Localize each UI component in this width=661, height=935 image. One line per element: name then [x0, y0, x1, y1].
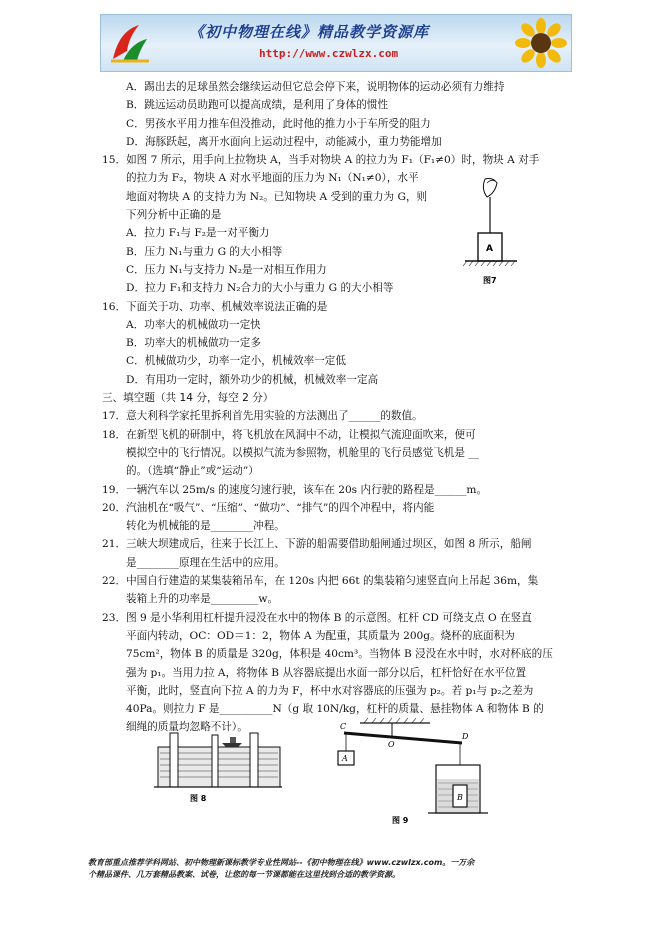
q15-option-a: A．拉力 F₁与 F₂是一对平衡力: [126, 227, 270, 240]
q23-line-5: 平衡，此时，竖直向下拉 A 的力为 F，杯中水对容器底的压强为 p₂。若 p₁与 p₂之差为: [126, 684, 534, 697]
q15-stem-4: 下列分析中正确的是: [126, 209, 222, 222]
q15-stem-2: 的拉力为 F₂，物块 A 对水平地面的压力为 N₁（N₁≠0），水平: [126, 172, 419, 185]
q15-stem-3: 地面对物块 A 的支持力为 N₂。已知物块 A 受到的重力为 G，则: [126, 190, 428, 203]
q19: 19．一辆汽车以 25m/s 的速度匀速行驶，该车在 20s 内行驶的路程是______m。: [102, 483, 488, 496]
figure-9-label-b: B: [457, 793, 463, 802]
figure-7-diagram: [455, 175, 525, 290]
figure-8-diagram: [150, 725, 285, 805]
q16-option-b: B．功率大的机械做功一定多: [126, 337, 261, 350]
footer-line-1: 教育部重点推荐学科网站、初中物理新课标教学专业性网站--《初中物理在线》www.czwlzx.com。一万余: [88, 858, 475, 867]
q14-option-c: C．男孩水平用力推车但没推动，此时他的推力小于车所受的阻力: [126, 117, 431, 130]
q18-line-2: 模拟空中的飞行情况。以模拟气流为参照物，机舱里的飞行员感觉飞机是 __: [126, 446, 479, 459]
q16-option-c: C．机械做功少，功率一定小，机械效率一定低: [126, 355, 346, 368]
q15-option-d: D．拉力 F₁和支持力 N₂合力的大小与重力 G 的大小相等: [126, 282, 394, 295]
q23-line-4: 强为 p₁。当用力拉 A，将物体 B 从容器底提出水面一部分以后，杠杆恰好在水平位置: [126, 666, 527, 679]
q16-option-a: A．功率大的机械做功一定快: [126, 318, 261, 331]
figure-9-label-a: A: [342, 754, 348, 763]
q16-stem: 16．下面关于功、功率、机械效率说法正确的是: [102, 300, 328, 313]
page-footer: [88, 857, 588, 881]
footer-line-2: 个精品课件、几万套精品教案、试卷，让您的每一节课都能在这里找到合适的教学资源。: [88, 870, 400, 879]
figure-9-label-c: C: [340, 722, 347, 731]
q18-line-1: 18．在新型飞机的研制中，将飞机放在风洞中不动，让模拟气流迎面吹来，便可: [102, 428, 476, 441]
section-fill-blank-heading: 三、填空题（共 14 分，每空 2 分）: [102, 392, 274, 405]
q20-line-1: 20．汽油机在“吸气”、“压缩”、“做功”、“排气”的四个冲程中，将内能: [102, 501, 435, 514]
q18-line-3: 的。（选填“静止”或“运动”）: [126, 465, 259, 478]
q23-line-7: 细绳的质量均忽略不计）。: [126, 721, 248, 734]
site-url[interactable]: http://www.czwlzx.com: [259, 47, 399, 60]
q14-option-a: A．踢出去的足球虽然会继续运动但它总会停下来，说明物体的运动必须有力维持: [126, 81, 505, 93]
figure-9-label-o: O: [388, 740, 395, 749]
q22-line-2: 装箱上升的功率是_________w。: [126, 593, 279, 606]
q23-line-6: 40Pa。则拉力 F 是__________N（g 取 10N/kg，杠杆的质量、悬挂物体 A 和物体 B 的: [126, 703, 544, 716]
q17: 17．意大利科学家托里拆利首先用实验的方法测出了______的数值。: [102, 410, 423, 423]
q15-stem-1: 15．如图 7 所示，用手向上拉物块 A，当手对物块 A 的拉力为 F₁（F₁≠0）时，物块 A 对手: [102, 154, 540, 167]
q21-line-2: 是________原理在生活中的应用。: [126, 556, 285, 569]
q15-option-c: C．压力 N₁与支持力 N₂是一对相互作用力: [126, 263, 327, 276]
q20-line-2: 转化为机械能的是________冲程。: [126, 520, 285, 533]
header-banner: [100, 14, 572, 72]
q14-option-d: D．海豚跃起，离开水面向上运动过程中，动能减小，重力势能增加: [126, 135, 442, 148]
figure-7-caption: 图7: [483, 276, 497, 285]
figure-9-caption: 图 9: [392, 816, 409, 825]
site-logo-icon: [109, 21, 151, 65]
figure-9-diagram: [320, 715, 500, 825]
figure-8-caption: 图 8: [190, 794, 207, 803]
sunflower-icon: [515, 18, 567, 68]
q15-option-b: B．压力 N₁与重力 G 的大小相等: [126, 245, 283, 258]
q21-line-1: 21．三峡大坝建成后，往来于长江上、下游的船需要借助船闸通过坝区，如图 8 所示，船闸: [102, 538, 532, 551]
q14-option-b: B．跳远运动员助跑可以提高成绩，是利用了身体的惯性: [126, 99, 389, 112]
q23-line-1: 23．图 9 是小华利用杠杆提升浸没在水中的物体 B 的示意图。杠杆 CD 可绕支点 O 在竖直: [102, 611, 532, 624]
site-title: 《初中物理在线》精品教学资源库: [189, 23, 430, 41]
figure-7-block-label: A: [486, 244, 493, 254]
q23-line-3: 75cm²，物体 B 的质量是 320g，体积是 40cm³。当物体 B 浸没在水中时，水对杯底的压: [126, 648, 553, 661]
q23-line-2: 平面内转动，OC：OD＝1：2，物体 A 为配重，其质量为 200g。烧杯的底面积为: [126, 629, 515, 642]
figure-9-label-d: D: [462, 732, 469, 741]
q16-option-d: D．有用功一定时，额外功少的机械，机械效率一定高: [126, 373, 379, 386]
q22-line-1: 22．中国自行建造的某集装箱吊车，在 120s 内把 66t 的集装箱匀速竖直向上吊起 36m，集: [102, 575, 539, 588]
